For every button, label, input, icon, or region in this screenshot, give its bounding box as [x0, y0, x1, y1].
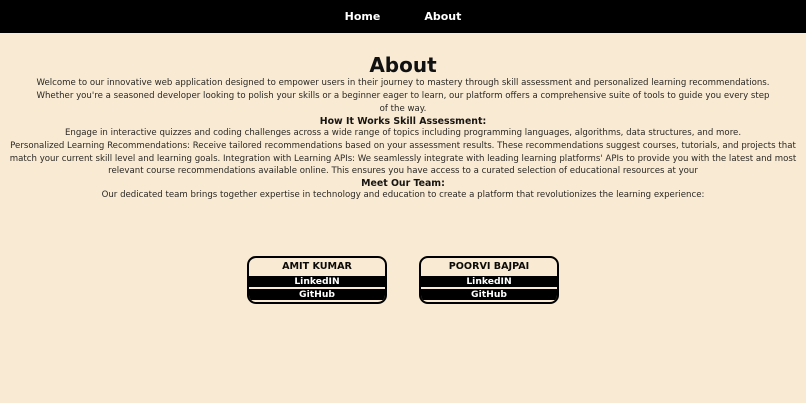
member-name: POORVI BAJPAI	[448, 261, 530, 273]
how-it-works-heading: How It Works Skill Assessment:	[319, 115, 487, 127]
member-name: AMIT KUMAR	[282, 261, 352, 273]
linkedin-link[interactable]: LinkedIN	[421, 276, 557, 287]
team-cards-row	[0, 256, 806, 304]
github-link[interactable]: GitHub	[249, 289, 385, 300]
nav-link-about[interactable]: About	[424, 10, 462, 23]
team-intro-paragraph: Our dedicated team brings together expertise in technology and education to create a platform that revolutionizes the learning experience:	[101, 190, 705, 201]
intro-paragraph: Welcome to our innovative web application designed to empower users in their journey to mastery through skill assessment and personalized learning recommendations. Whether you're a seasoned developer looking to polish your skills or a beginner eager to learn, our platform offers a comprehensive suite of tools to guide you every step of the way.	[36, 78, 770, 114]
about-page	[0, 53, 806, 304]
nav-link-home[interactable]: Home	[344, 10, 381, 23]
meet-our-team-heading: Meet Our Team:	[361, 178, 445, 190]
page-title: About	[369, 53, 437, 77]
personalized-recommendations-paragraph: Personalized Learning Recommendations: Receive tailored recommendations based on your assessment results. These recommendations suggest courses, tutorials, and projects that match your current skill level and learning goals. Integration with Learning APIs: We seamlessly integrate with leading learning platforms' APIs to provide you with the latest and most relevant course recommendations available online. This ensures you have access to a curated selection of educational resources at your	[9, 140, 797, 177]
team-card-amit-kumar	[247, 256, 387, 304]
github-link[interactable]: GitHub	[421, 289, 557, 300]
team-card-poorvi-bajpai	[419, 256, 559, 304]
how-it-works-paragraph: Engage in interactive quizzes and coding challenges across a wide range of topics including programming languages, algorithms, data structures, and more.	[64, 127, 742, 138]
linkedin-link[interactable]: LinkedIN	[249, 276, 385, 287]
top-nav	[0, 0, 806, 33]
